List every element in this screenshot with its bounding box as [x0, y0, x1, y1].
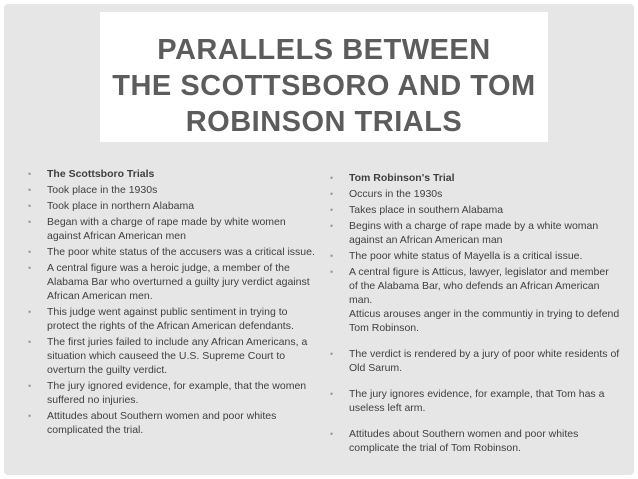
list-item-text: The first juries failed to include any African Americans, a situation which causeed the U.S. Supreme Court to overturn the guilty verdict.: [47, 336, 308, 376]
title-box: [100, 12, 548, 142]
list-item: [28, 335, 318, 377]
title-line: ROBINSON TRIALS: [185, 106, 463, 138]
list-item: [28, 379, 318, 407]
bullet-icon: •: [28, 247, 32, 257]
list-item: [330, 427, 620, 455]
list-item: [330, 249, 620, 263]
list-item-text: Began with a charge of rape made by white women against African American men: [47, 216, 286, 242]
scottsboro-column: [28, 167, 318, 439]
list-item: [330, 265, 620, 335]
bullet-icon: •: [330, 251, 334, 261]
list-item: [28, 183, 318, 197]
list-item: [28, 261, 318, 303]
bullet-icon: •: [28, 185, 32, 195]
list-item: [28, 215, 318, 243]
bullet-icon: •: [28, 411, 32, 421]
bullet-icon: •: [330, 205, 334, 215]
list-item: [330, 171, 620, 185]
slide-title: [100, 32, 548, 140]
list-item: [330, 387, 620, 415]
list-item-text: A central figure was a heroic judge, a member of the Alabama Bar who overturned a guilty jury verdict against African American men.: [47, 262, 310, 302]
bullet-icon: •: [28, 169, 32, 179]
list-item-text: The jury ignores evidence, for example, that Tom has a useless left arm.: [349, 388, 605, 414]
list-item-text: Takes place in southern Alabama: [349, 204, 504, 216]
list-item-text: The poor white status of Mayella is a critical issue.: [349, 250, 583, 262]
bullet-icon: •: [28, 263, 32, 273]
title-line: THE SCOTTSBORO AND TOM: [112, 70, 536, 102]
list-item: [330, 203, 620, 217]
bullet-icon: •: [330, 349, 334, 359]
list-item: [330, 347, 620, 375]
list-item-text: Occurs in the 1930s: [349, 188, 443, 200]
bullet-icon: •: [28, 217, 32, 227]
list-item: [28, 167, 318, 181]
list-item-text: Begins with a charge of rape made by a white woman against an African American man: [349, 220, 599, 246]
bullet-icon: •: [330, 429, 334, 439]
bullet-icon: •: [330, 389, 334, 399]
column-heading: The Scottsboro Trials: [47, 168, 155, 180]
list-item-text: Attitudes about Southern women and poor whites complicate the trial of Tom Robinson.: [349, 428, 579, 454]
list-item: [330, 187, 620, 201]
list-item: [28, 305, 318, 333]
list-item-text: The jury ignored evidence, for example, that the women suffered no injuries.: [47, 380, 307, 406]
list-item-continuation: Atticus arouses anger in the communtiy in trying to defend Tom Robinson.: [349, 308, 620, 334]
bullet-icon: •: [330, 189, 334, 199]
list-item-text: [349, 265, 620, 335]
list-item-text: The verdict is rendered by a jury of poor white residents of Old Sarum.: [349, 348, 620, 374]
list-item-text-main: A central figure is Atticus, lawyer, legislator and member of the Alabama Bar, who defends an African American man.: [349, 266, 609, 306]
list-item: [28, 409, 318, 437]
list-item-text: This judge went against public sentiment in trying to protect the rights of the African American defendants.: [47, 306, 294, 332]
bullet-icon: •: [28, 201, 32, 211]
column-heading: Tom Robinson's Trial: [349, 172, 455, 184]
tom-robinson-column: [330, 171, 620, 457]
list-item: [28, 199, 318, 213]
title-line: PARALLELS BETWEEN: [157, 34, 491, 66]
list-item-text: Took place in the 1930s: [47, 184, 158, 196]
list-item-text: Took place in northern Alabama: [47, 200, 195, 212]
bullet-icon: •: [330, 173, 334, 183]
bullet-icon: •: [330, 221, 334, 231]
list-item-text: The poor white status of the accusers was a critical issue.: [47, 246, 315, 258]
bullet-icon: •: [28, 337, 32, 347]
list-item: [330, 219, 620, 247]
bullet-icon: •: [28, 307, 32, 317]
list-item-text: Attitudes about Southern women and poor whites complicated the trial.: [47, 410, 277, 436]
list-item: [28, 245, 318, 259]
bullet-icon: •: [330, 267, 334, 277]
bullet-icon: •: [28, 381, 32, 391]
